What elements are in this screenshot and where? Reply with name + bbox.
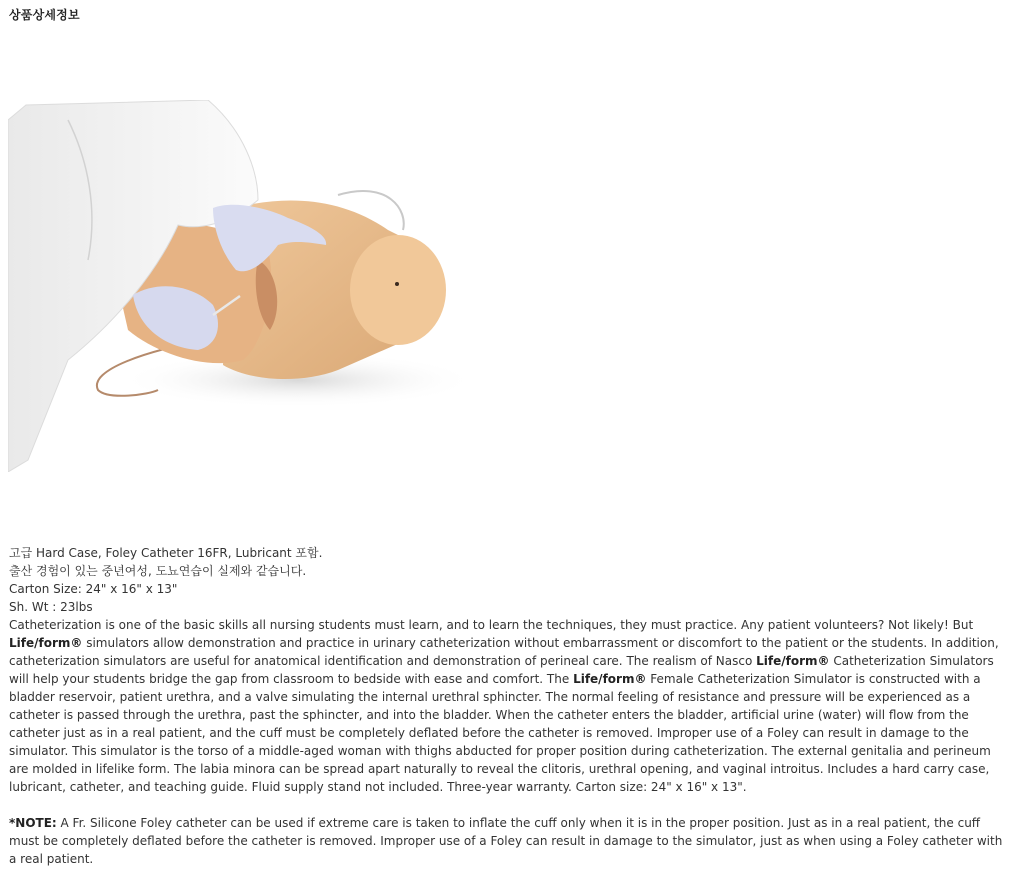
shipping-weight: Sh. Wt : 23lbs: [9, 600, 93, 614]
product-image: [8, 100, 478, 472]
note-text: A Fr. Silicone Foley catheter can be used if extreme care is taken to inflate the cuff only when it is in the proper position. Just as in a real patient, the cuff must be completely deflated before the catheter is removed. Improper use of a Foley can result in damage to the simulator, just as when using a Foley catheter with a real patient.: [9, 816, 1003, 866]
carton-size: Carton Size: 24" x 16" x 13": [9, 582, 178, 596]
description-paragraph: [9, 616, 1005, 796]
desc-text-1: Catheterization is one of the basic skills all nursing students must learn, and to learn the techniques, they must practice. Any patient volunteers? Not likely! But: [9, 618, 974, 632]
page-title: 상품상세정보: [9, 8, 80, 22]
note-paragraph: [9, 814, 1005, 868]
desc-text-4: Female Catheterization Simulator is constructed with a bladder reservoir, patient urethra, and a valve simulating the internal urethral sphincter. The normal feeling of resistance and pressure will be experienced as a catheter is passed through the urethra, past the sphincter, and into the bladder. When the catheter enters the bladder, artificial urine (water) will flow from the catheter just as in a real patient, and the cuff must be completely deflated before the catheter is removed. Improper use of a Foley can result in damage to the simulator. This simulator is the torso of a middle-aged woman with thighs abducted for proper position during catheterization. The external genitalia and perineum are molded in lifelike form. The labia minora can be spread apart naturally to reveal the clitoris, urethral opening, and vaginal introitus. Includes a hard carry case, lubricant, catheter, and teaching guide. Fluid supply stand not included. Three-year warranty. Carton size: 24" x 16" x 13".: [9, 672, 991, 794]
note-label: *NOTE:: [9, 816, 57, 830]
desc-text-2: simulators allow demonstration and practice in urinary catheterization without embarrassment or discomfort to the patient or the students. In addition, catheterization simulators are useful for anatomical identification and demonstration of perineal care. The realism of Nasco: [9, 636, 999, 668]
brand-name: Life/form®: [756, 654, 830, 668]
brand-name: Life/form®: [573, 672, 647, 686]
spec-line-1: 고급 Hard Case, Foley Catheter 16FR, Lubricant 포함.: [9, 546, 323, 560]
desc-text-3: Catheterization Simulators will help your students bridge the gap from classroom to bedside with ease and comfort. The: [9, 654, 994, 686]
spec-line-2: 출산 경험이 있는 중년여성, 도뇨연습이 실제와 같습니다.: [9, 564, 307, 578]
brand-name: Life/form®: [9, 636, 83, 650]
product-description: [9, 544, 1005, 868]
